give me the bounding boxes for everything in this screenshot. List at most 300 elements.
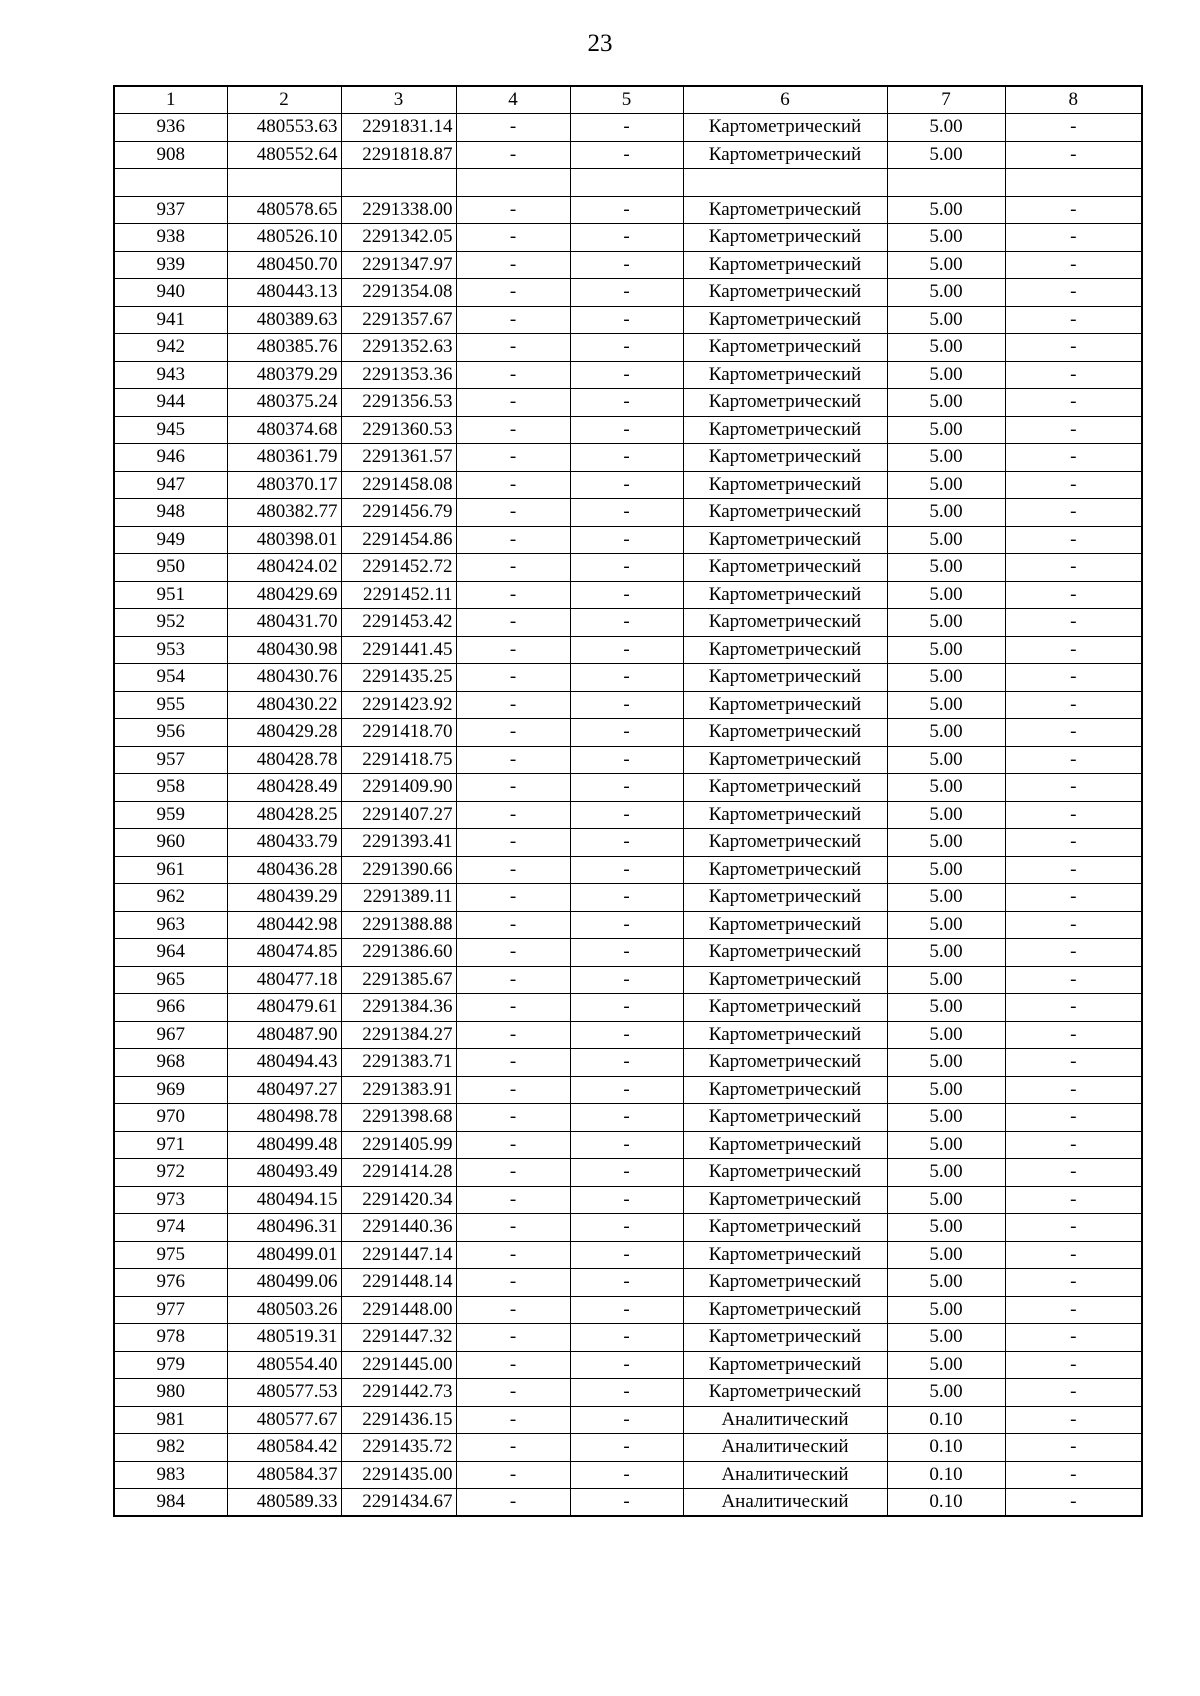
point-number-cell: 964: [114, 939, 227, 967]
table-row: [114, 114, 1142, 142]
method-cell: Картометрический: [683, 884, 887, 912]
column-4-cell: [456, 169, 570, 197]
column-4-cell: -: [456, 554, 570, 582]
column-4-cell: -: [456, 1241, 570, 1269]
table-row: [114, 1131, 1142, 1159]
table-row: [114, 1159, 1142, 1187]
point-number-cell: 947: [114, 471, 227, 499]
point-number-cell: 939: [114, 251, 227, 279]
column-8-cell: -: [1005, 334, 1142, 362]
x-coordinate-cell: 480436.28: [227, 856, 341, 884]
column-8-cell: -: [1005, 1131, 1142, 1159]
table-row: [114, 1186, 1142, 1214]
point-number-cell: 984: [114, 1489, 227, 1517]
column-header: 6: [683, 86, 887, 114]
x-coordinate-cell: 480577.67: [227, 1406, 341, 1434]
y-coordinate-cell: 2291384.36: [341, 994, 456, 1022]
accuracy-cell: 5.00: [887, 1021, 1005, 1049]
table-row: [114, 1296, 1142, 1324]
y-coordinate-cell: 2291453.42: [341, 609, 456, 637]
column-5-cell: -: [570, 306, 683, 334]
column-header: 7: [887, 86, 1005, 114]
x-coordinate-cell: 480493.49: [227, 1159, 341, 1187]
y-coordinate-cell: 2291452.72: [341, 554, 456, 582]
column-4-cell: -: [456, 334, 570, 362]
column-5-cell: -: [570, 1159, 683, 1187]
table-row: [114, 334, 1142, 362]
accuracy-cell: 5.00: [887, 746, 1005, 774]
y-coordinate-cell: 2291383.91: [341, 1076, 456, 1104]
point-number-cell: 945: [114, 416, 227, 444]
method-cell: Картометрический: [683, 471, 887, 499]
method-cell: Картометрический: [683, 554, 887, 582]
column-header: 3: [341, 86, 456, 114]
column-5-cell: -: [570, 526, 683, 554]
column-4-cell: -: [456, 994, 570, 1022]
accuracy-cell: 5.00: [887, 224, 1005, 252]
x-coordinate-cell: 480479.61: [227, 994, 341, 1022]
column-header: 4: [456, 86, 570, 114]
x-coordinate-cell: 480578.65: [227, 196, 341, 224]
accuracy-cell: 0.10: [887, 1434, 1005, 1462]
method-cell: Картометрический: [683, 1076, 887, 1104]
column-header: 8: [1005, 86, 1142, 114]
table-row: [114, 526, 1142, 554]
y-coordinate-cell: 2291388.88: [341, 911, 456, 939]
column-8-cell: [1005, 169, 1142, 197]
y-coordinate-cell: 2291452.11: [341, 581, 456, 609]
table-row: [114, 1461, 1142, 1489]
method-cell: Картометрический: [683, 609, 887, 637]
column-5-cell: -: [570, 1241, 683, 1269]
column-5-cell: -: [570, 279, 683, 307]
column-5-cell: -: [570, 1076, 683, 1104]
point-number-cell: 954: [114, 664, 227, 692]
x-coordinate-cell: 480433.79: [227, 829, 341, 857]
column-header: 5: [570, 86, 683, 114]
column-5-cell: -: [570, 1324, 683, 1352]
column-8-cell: -: [1005, 1461, 1142, 1489]
column-5-cell: -: [570, 361, 683, 389]
column-8-cell: -: [1005, 746, 1142, 774]
column-5-cell: -: [570, 1269, 683, 1297]
column-5-cell: -: [570, 1186, 683, 1214]
accuracy-cell: 5.00: [887, 856, 1005, 884]
table-row: [114, 1406, 1142, 1434]
accuracy-cell: 5.00: [887, 1076, 1005, 1104]
column-8-cell: -: [1005, 1104, 1142, 1132]
point-number-cell: 940: [114, 279, 227, 307]
table-row: [114, 746, 1142, 774]
point-number-cell: 957: [114, 746, 227, 774]
accuracy-cell: 5.00: [887, 444, 1005, 472]
y-coordinate-cell: 2291442.73: [341, 1379, 456, 1407]
accuracy-cell: 5.00: [887, 636, 1005, 664]
column-5-cell: -: [570, 966, 683, 994]
y-coordinate-cell: 2291423.92: [341, 691, 456, 719]
method-cell: Картометрический: [683, 251, 887, 279]
table-row: [114, 884, 1142, 912]
column-8-cell: -: [1005, 1049, 1142, 1077]
table-row: [114, 691, 1142, 719]
accuracy-cell: 5.00: [887, 334, 1005, 362]
y-coordinate-cell: 2291418.70: [341, 719, 456, 747]
column-5-cell: -: [570, 416, 683, 444]
accuracy-cell: 5.00: [887, 114, 1005, 142]
accuracy-cell: 5.00: [887, 664, 1005, 692]
x-coordinate-cell: 480428.78: [227, 746, 341, 774]
y-coordinate-cell: 2291354.08: [341, 279, 456, 307]
x-coordinate-cell: 480361.79: [227, 444, 341, 472]
column-8-cell: -: [1005, 416, 1142, 444]
point-number-cell: 949: [114, 526, 227, 554]
column-4-cell: -: [456, 1131, 570, 1159]
column-8-cell: -: [1005, 856, 1142, 884]
column-8-cell: -: [1005, 499, 1142, 527]
x-coordinate-cell: 480431.70: [227, 609, 341, 637]
method-cell: Картометрический: [683, 306, 887, 334]
y-coordinate-cell: 2291436.15: [341, 1406, 456, 1434]
y-coordinate-cell: 2291384.27: [341, 1021, 456, 1049]
table-row: [114, 609, 1142, 637]
column-8-cell: -: [1005, 994, 1142, 1022]
y-coordinate-cell: 2291405.99: [341, 1131, 456, 1159]
x-coordinate-cell: 480370.17: [227, 471, 341, 499]
column-8-cell: -: [1005, 389, 1142, 417]
column-4-cell: -: [456, 1406, 570, 1434]
column-4-cell: -: [456, 361, 570, 389]
table-row: [114, 554, 1142, 582]
column-4-cell: -: [456, 856, 570, 884]
x-coordinate-cell: 480430.98: [227, 636, 341, 664]
column-8-cell: -: [1005, 471, 1142, 499]
column-8-cell: -: [1005, 1269, 1142, 1297]
accuracy-cell: 5.00: [887, 691, 1005, 719]
column-4-cell: -: [456, 251, 570, 279]
table-row: [114, 389, 1142, 417]
point-number-cell: 955: [114, 691, 227, 719]
method-cell: Картометрический: [683, 829, 887, 857]
column-8-cell: -: [1005, 306, 1142, 334]
column-8-cell: -: [1005, 554, 1142, 582]
method-cell: Аналитический: [683, 1489, 887, 1517]
table-body: [114, 114, 1142, 1517]
point-number-cell: 963: [114, 911, 227, 939]
column-8-cell: -: [1005, 1241, 1142, 1269]
x-coordinate-cell: 480442.98: [227, 911, 341, 939]
table-row: [114, 774, 1142, 802]
column-4-cell: -: [456, 1186, 570, 1214]
x-coordinate-cell: 480497.27: [227, 1076, 341, 1104]
y-coordinate-cell: [341, 169, 456, 197]
column-8-cell: -: [1005, 279, 1142, 307]
method-cell: Аналитический: [683, 1406, 887, 1434]
column-8-cell: -: [1005, 141, 1142, 169]
point-number-cell: 978: [114, 1324, 227, 1352]
column-5-cell: [570, 169, 683, 197]
column-4-cell: -: [456, 279, 570, 307]
point-number-cell: 908: [114, 141, 227, 169]
point-number-cell: 942: [114, 334, 227, 362]
method-cell: Картометрический: [683, 581, 887, 609]
accuracy-cell: 5.00: [887, 581, 1005, 609]
column-5-cell: -: [570, 1021, 683, 1049]
x-coordinate-cell: 480385.76: [227, 334, 341, 362]
table-row: [114, 416, 1142, 444]
column-8-cell: -: [1005, 526, 1142, 554]
table-row: [114, 1324, 1142, 1352]
column-4-cell: -: [456, 1489, 570, 1517]
column-8-cell: -: [1005, 884, 1142, 912]
column-8-cell: -: [1005, 1159, 1142, 1187]
column-4-cell: -: [456, 1021, 570, 1049]
accuracy-cell: [887, 169, 1005, 197]
accuracy-cell: 5.00: [887, 141, 1005, 169]
x-coordinate-cell: 480577.53: [227, 1379, 341, 1407]
method-cell: Картометрический: [683, 911, 887, 939]
column-5-cell: -: [570, 1434, 683, 1462]
accuracy-cell: 5.00: [887, 939, 1005, 967]
column-5-cell: -: [570, 1131, 683, 1159]
accuracy-cell: 5.00: [887, 1186, 1005, 1214]
y-coordinate-cell: 2291393.41: [341, 829, 456, 857]
y-coordinate-cell: 2291386.60: [341, 939, 456, 967]
column-4-cell: -: [456, 416, 570, 444]
x-coordinate-cell: 480424.02: [227, 554, 341, 582]
point-number-cell: 960: [114, 829, 227, 857]
point-number-cell: 972: [114, 1159, 227, 1187]
column-8-cell: -: [1005, 224, 1142, 252]
method-cell: [683, 169, 887, 197]
accuracy-cell: 5.00: [887, 279, 1005, 307]
point-number-cell: 982: [114, 1434, 227, 1462]
y-coordinate-cell: 2291458.08: [341, 471, 456, 499]
column-5-cell: -: [570, 1214, 683, 1242]
table-row: [114, 141, 1142, 169]
y-coordinate-cell: 2291347.97: [341, 251, 456, 279]
table-row: [114, 1076, 1142, 1104]
table-header-row: [114, 86, 1142, 114]
point-number-cell: 965: [114, 966, 227, 994]
x-coordinate-cell: 480498.78: [227, 1104, 341, 1132]
column-4-cell: -: [456, 636, 570, 664]
column-5-cell: -: [570, 1296, 683, 1324]
accuracy-cell: 0.10: [887, 1406, 1005, 1434]
y-coordinate-cell: 2291353.36: [341, 361, 456, 389]
x-coordinate-cell: 480439.29: [227, 884, 341, 912]
x-coordinate-cell: 480526.10: [227, 224, 341, 252]
x-coordinate-cell: 480503.26: [227, 1296, 341, 1324]
column-4-cell: -: [456, 1159, 570, 1187]
column-4-cell: -: [456, 1324, 570, 1352]
x-coordinate-cell: 480374.68: [227, 416, 341, 444]
table-row: [114, 966, 1142, 994]
column-5-cell: -: [570, 196, 683, 224]
table-row: [114, 1214, 1142, 1242]
accuracy-cell: 5.00: [887, 801, 1005, 829]
column-8-cell: -: [1005, 196, 1142, 224]
accuracy-cell: 5.00: [887, 774, 1005, 802]
column-5-cell: -: [570, 581, 683, 609]
y-coordinate-cell: 2291435.72: [341, 1434, 456, 1462]
column-8-cell: -: [1005, 114, 1142, 142]
column-5-cell: -: [570, 1049, 683, 1077]
method-cell: Картометрический: [683, 1241, 887, 1269]
column-5-cell: -: [570, 636, 683, 664]
column-5-cell: -: [570, 664, 683, 692]
table-row: [114, 856, 1142, 884]
point-number-cell: 948: [114, 499, 227, 527]
accuracy-cell: 5.00: [887, 884, 1005, 912]
table-row: [114, 251, 1142, 279]
method-cell: Картометрический: [683, 1104, 887, 1132]
x-coordinate-cell: 480496.31: [227, 1214, 341, 1242]
accuracy-cell: 5.00: [887, 416, 1005, 444]
accuracy-cell: 0.10: [887, 1461, 1005, 1489]
accuracy-cell: 5.00: [887, 829, 1005, 857]
accuracy-cell: 5.00: [887, 1241, 1005, 1269]
column-8-cell: -: [1005, 691, 1142, 719]
column-4-cell: -: [456, 389, 570, 417]
x-coordinate-cell: 480430.76: [227, 664, 341, 692]
method-cell: Картометрический: [683, 856, 887, 884]
table-row: [114, 279, 1142, 307]
point-number-cell: 974: [114, 1214, 227, 1242]
method-cell: Картометрический: [683, 1021, 887, 1049]
point-number-cell: 953: [114, 636, 227, 664]
column-8-cell: -: [1005, 719, 1142, 747]
column-4-cell: -: [456, 114, 570, 142]
column-5-cell: -: [570, 224, 683, 252]
column-4-cell: -: [456, 966, 570, 994]
point-number-cell: 936: [114, 114, 227, 142]
column-4-cell: -: [456, 1214, 570, 1242]
x-coordinate-cell: 480428.25: [227, 801, 341, 829]
accuracy-cell: 5.00: [887, 196, 1005, 224]
column-5-cell: -: [570, 746, 683, 774]
x-coordinate-cell: 480379.29: [227, 361, 341, 389]
column-4-cell: -: [456, 746, 570, 774]
column-5-cell: -: [570, 691, 683, 719]
column-8-cell: -: [1005, 911, 1142, 939]
method-cell: Картометрический: [683, 1049, 887, 1077]
column-4-cell: -: [456, 141, 570, 169]
column-5-cell: -: [570, 774, 683, 802]
point-number-cell: [114, 169, 227, 197]
accuracy-cell: 5.00: [887, 361, 1005, 389]
method-cell: Картометрический: [683, 1214, 887, 1242]
column-4-cell: -: [456, 196, 570, 224]
method-cell: Картометрический: [683, 1159, 887, 1187]
method-cell: Картометрический: [683, 664, 887, 692]
x-coordinate-cell: 480499.06: [227, 1269, 341, 1297]
column-5-cell: -: [570, 444, 683, 472]
table-row: [114, 196, 1142, 224]
table-row: [114, 1379, 1142, 1407]
method-cell: Картометрический: [683, 1186, 887, 1214]
column-4-cell: -: [456, 884, 570, 912]
x-coordinate-cell: 480499.01: [227, 1241, 341, 1269]
accuracy-cell: 5.00: [887, 1214, 1005, 1242]
column-8-cell: -: [1005, 1296, 1142, 1324]
column-header: 2: [227, 86, 341, 114]
point-number-cell: 969: [114, 1076, 227, 1104]
y-coordinate-cell: 2291456.79: [341, 499, 456, 527]
x-coordinate-cell: 480382.77: [227, 499, 341, 527]
column-8-cell: -: [1005, 1186, 1142, 1214]
table-row: [114, 1489, 1142, 1517]
method-cell: Картометрический: [683, 361, 887, 389]
y-coordinate-cell: 2291356.53: [341, 389, 456, 417]
y-coordinate-cell: 2291440.36: [341, 1214, 456, 1242]
x-coordinate-cell: 480443.13: [227, 279, 341, 307]
point-number-cell: 959: [114, 801, 227, 829]
point-number-cell: 938: [114, 224, 227, 252]
column-5-cell: -: [570, 719, 683, 747]
accuracy-cell: 5.00: [887, 1049, 1005, 1077]
point-number-cell: 951: [114, 581, 227, 609]
method-cell: Картометрический: [683, 746, 887, 774]
table-row: [114, 636, 1142, 664]
accuracy-cell: 5.00: [887, 1351, 1005, 1379]
column-4-cell: -: [456, 471, 570, 499]
point-number-cell: 975: [114, 1241, 227, 1269]
y-coordinate-cell: 2291352.63: [341, 334, 456, 362]
column-4-cell: -: [456, 1379, 570, 1407]
x-coordinate-cell: 480375.24: [227, 389, 341, 417]
accuracy-cell: 5.00: [887, 609, 1005, 637]
column-8-cell: -: [1005, 1489, 1142, 1517]
y-coordinate-cell: 2291448.14: [341, 1269, 456, 1297]
y-coordinate-cell: 2291435.00: [341, 1461, 456, 1489]
method-cell: Аналитический: [683, 1461, 887, 1489]
method-cell: Картометрический: [683, 966, 887, 994]
x-coordinate-cell: 480584.37: [227, 1461, 341, 1489]
column-4-cell: -: [456, 719, 570, 747]
column-4-cell: -: [456, 774, 570, 802]
column-8-cell: -: [1005, 1351, 1142, 1379]
coordinates-table: [113, 85, 1143, 1517]
point-number-cell: 967: [114, 1021, 227, 1049]
accuracy-cell: 5.00: [887, 306, 1005, 334]
table-row: [114, 801, 1142, 829]
method-cell: Картометрический: [683, 1379, 887, 1407]
column-4-cell: -: [456, 664, 570, 692]
y-coordinate-cell: 2291342.05: [341, 224, 456, 252]
point-number-cell: 970: [114, 1104, 227, 1132]
column-5-cell: -: [570, 334, 683, 362]
column-8-cell: -: [1005, 1076, 1142, 1104]
accuracy-cell: 0.10: [887, 1489, 1005, 1517]
column-4-cell: -: [456, 444, 570, 472]
column-5-cell: -: [570, 884, 683, 912]
column-8-cell: -: [1005, 636, 1142, 664]
column-5-cell: -: [570, 1379, 683, 1407]
accuracy-cell: 5.00: [887, 966, 1005, 994]
column-4-cell: -: [456, 911, 570, 939]
point-number-cell: 962: [114, 884, 227, 912]
column-8-cell: -: [1005, 1324, 1142, 1352]
column-4-cell: -: [456, 829, 570, 857]
x-coordinate-cell: 480499.48: [227, 1131, 341, 1159]
point-number-cell: 956: [114, 719, 227, 747]
x-coordinate-cell: 480553.63: [227, 114, 341, 142]
y-coordinate-cell: 2291409.90: [341, 774, 456, 802]
accuracy-cell: 5.00: [887, 499, 1005, 527]
column-8-cell: -: [1005, 939, 1142, 967]
point-number-cell: 983: [114, 1461, 227, 1489]
x-coordinate-cell: 480474.85: [227, 939, 341, 967]
